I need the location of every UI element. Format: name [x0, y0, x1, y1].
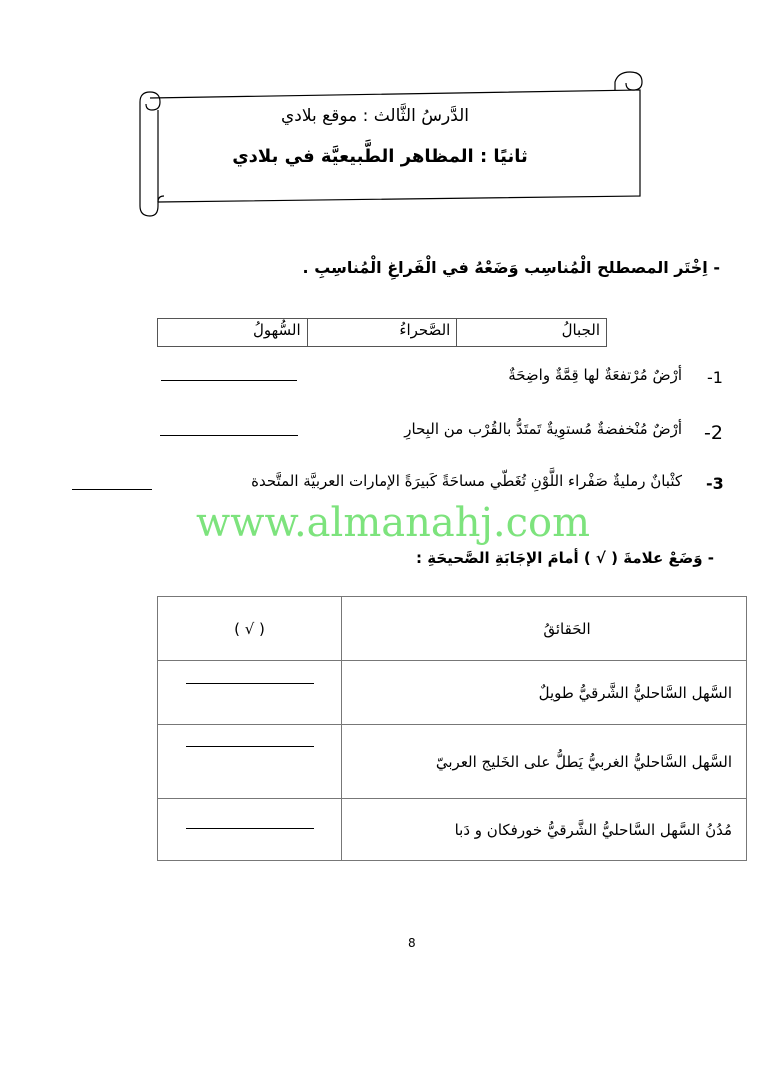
watermark: www.almanahj.com [196, 500, 591, 546]
answer-blank[interactable] [160, 435, 298, 436]
question-text: أرْضٌ مُرْتفعَةٌ لها قِمَّةٌ واضِحَةٌ [508, 366, 682, 384]
mark-cell[interactable] [158, 661, 342, 725]
answer-blank[interactable] [72, 489, 152, 490]
facts-table [157, 596, 747, 861]
terms-table [157, 318, 607, 347]
question-text: كثْبانٌ رمليةٌ صَفْراء اللَّوْنِ تُغَطّي مساحَةً كَبيرَةً الإمارات العربيَّة المتَّحدة [251, 472, 682, 490]
section1-instruction: - اِخْتَر المصطلح الْمُناسِب وَضَعْهُ في الْفَراغِ الْمُناسِبِ . [302, 258, 720, 277]
facts-header-label: الحَقائقُ [543, 619, 591, 638]
term-cell: الجبالُ [456, 319, 606, 346]
lesson-title-scroll [130, 70, 650, 220]
section2-instruction: - وَضَعْ علامةَ ( √ ) أمامَ الإجَابَةِ الصَّحيحَةِ : [416, 549, 714, 567]
mark-cell[interactable] [158, 799, 342, 861]
term-cell: السُّهولُ [252, 321, 301, 339]
answer-blank[interactable] [186, 683, 314, 684]
page-number: 8 [408, 936, 416, 950]
answer-blank[interactable] [161, 380, 297, 381]
question-number: -1 [707, 368, 723, 387]
facts-column-header [342, 597, 747, 661]
answer-blank[interactable] [186, 746, 314, 747]
lesson-subtitle: ثانيًا : المظاهر الطَّبيعيَّة في بلادي [232, 146, 528, 167]
mark-header-label: ( √ ) [234, 619, 265, 638]
table-row [158, 725, 747, 799]
question-number: -2 [704, 422, 723, 444]
question-text: أرْضٌ مُنْخفضةٌ مُستوِيةٌ تَمتَدُّ بالقُرْب من البِحارِ [404, 420, 682, 438]
fact-cell: مُدُنُ السَّهل السَّاحليُّ الشَّرقيُّ خورفكان و دَبا [342, 799, 747, 861]
mark-cell[interactable] [158, 725, 342, 799]
table-row [158, 661, 747, 725]
answer-blank[interactable] [186, 828, 314, 829]
lesson-title: الدَّرسُ الثَّالث : موقع بلادي [280, 106, 470, 126]
mark-column-header [158, 597, 342, 661]
term-cell: الصَّحراءُ [307, 319, 457, 346]
fact-cell: السَّهل السَّاحليُّ الشَّرقيُّ طويلٌ [342, 661, 747, 725]
table-row [158, 799, 747, 861]
table-header-row [158, 597, 747, 661]
fact-cell: السَّهل السَّاحليُّ الغربيُّ يَطلُّ على الخَليج العربيّ [342, 725, 747, 799]
question-number: -3 [706, 474, 724, 493]
